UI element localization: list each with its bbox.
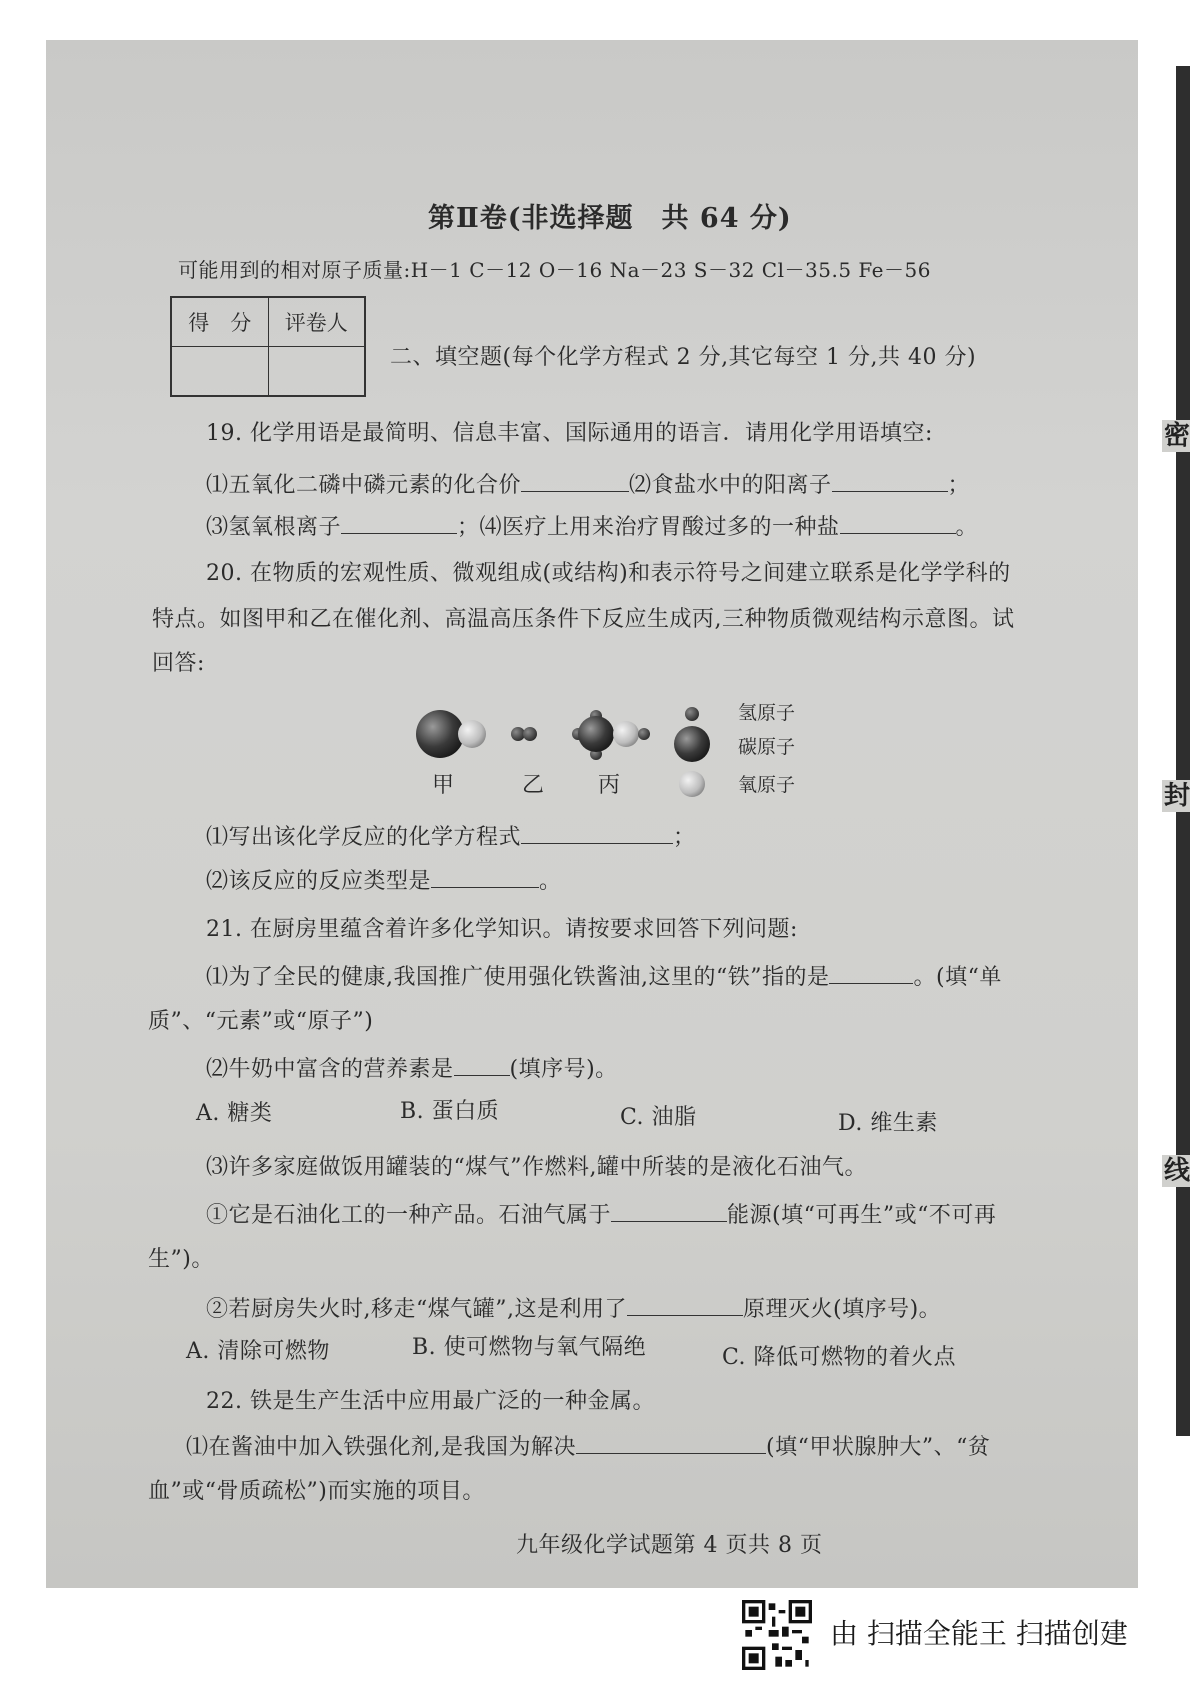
q19-line1 (206, 468, 970, 499)
legend-symbols (674, 707, 710, 797)
q20-sub2-end: 。 (539, 869, 562, 894)
q19-semicolon: ； (947, 473, 971, 498)
q19-period: 。 (955, 515, 979, 540)
score-cell (171, 347, 268, 397)
molecule-bing (572, 710, 650, 760)
legend-oxygen (679, 771, 705, 797)
q19-blank3 (341, 513, 457, 534)
legend-carbon (674, 726, 710, 762)
q21-sub2 (206, 1052, 618, 1083)
legend-oxygen-label: 氧原子 (738, 774, 796, 796)
q19-part1: ⑴五氧化二磷中磷元素的化合价 (206, 473, 522, 498)
q21-sub1-text: ⑴为了全民的健康,我国推广使用强化铁酱油,这里的“铁”指的是 (206, 965, 830, 990)
q21-fire-option-c: C. 降低可燃物的着火点 (722, 1345, 957, 1370)
q21-sub3b-text: ②若厨房失火时,移走“煤气罐”,这是利用了 (206, 1297, 627, 1322)
q21-sub3a (206, 1198, 996, 1229)
hydrogen-atom (523, 727, 537, 741)
scanner-watermark: 由 扫描全能王 扫描创建 (830, 1617, 1128, 1650)
q20-line2: 特点。如图甲和乙在催化剂、高温高压条件下反应生成丙,三种物质微观结构示意图。试 (152, 607, 1015, 632)
q22-blank1 (576, 1433, 766, 1454)
q21-sub2-end: (填序号)。 (509, 1057, 618, 1082)
q21-blank2 (454, 1055, 510, 1076)
molecule-yi (511, 727, 537, 741)
oxygen-atom (458, 720, 486, 748)
legend-hydrogen-label: 氢原子 (738, 702, 796, 724)
carbon-atom (578, 716, 614, 752)
q21-option-c: C. 油脂 (620, 1105, 697, 1130)
q21-sub3b (206, 1292, 941, 1323)
q21-sub3a-end: 能源(填“可再生”或“不可再 (727, 1203, 997, 1228)
hydrogen-atom (511, 727, 525, 741)
hydrogen-atom (638, 728, 650, 740)
q21-blank1 (829, 963, 913, 984)
legend-carbon-label: 碳原子 (738, 736, 796, 758)
atomic-masses: 可能用到的相对原子质量:H－1 C－12 O－16 Na－23 S－32 Cl－35.5 Fe－56 (178, 258, 931, 282)
carbon-atom (416, 710, 464, 758)
label-yi: 乙 (522, 773, 545, 798)
q20-blank1 (521, 823, 673, 844)
q21-option-d: D. 维生素 (838, 1111, 938, 1136)
binding-strip (1176, 66, 1190, 1436)
score-table (170, 296, 366, 397)
q22-sub1 (186, 1430, 990, 1461)
q19-blank1 (521, 471, 629, 492)
q21-fire-option-a: A. 清除可燃物 (186, 1339, 330, 1364)
side-mark-seal: 密 (1163, 421, 1190, 451)
q21-sub2-text: ⑵牛奶中富含的营养素是 (206, 1057, 454, 1082)
grader-label: 评卷人 (268, 297, 365, 347)
q21-sub1-cont: 质”、“元素”或“原子”) (148, 1009, 374, 1034)
part-heading: 二、填空题(每个化学方程式 2 分,其它每空 1 分,共 40 分) (390, 345, 977, 370)
side-mark-seal-2: 封 (1163, 781, 1190, 811)
q22-sub1-end: (填“甲状腺肿大”、“贫 (766, 1435, 991, 1460)
grader-cell (268, 347, 365, 397)
q21-blank4 (627, 1295, 743, 1316)
q20-line3: 回答: (152, 651, 205, 676)
molecule-jia (416, 710, 486, 758)
q21-blank3 (611, 1201, 727, 1222)
q21-sub3a-cont: 生”)。 (148, 1247, 214, 1272)
legend-hydrogen (685, 707, 699, 721)
q19-part3: ⑶氢氧根离子 (206, 515, 342, 540)
side-mark-line: 线 (1163, 1156, 1190, 1186)
oxygen-atom (613, 721, 639, 747)
q21-sub3: ⑶许多家庭做饭用罐装的“煤气”作燃料,罐中所装的是液化石油气。 (206, 1155, 867, 1180)
q19-line2 (206, 510, 978, 541)
q22-sub1-cont: 血”或“骨质疏松”)而实施的项目。 (148, 1479, 485, 1504)
score-label: 得 分 (171, 297, 268, 347)
qr-code-icon (742, 1600, 812, 1670)
q22-stem: 22. 铁是生产生活中应用最广泛的一种金属。 (206, 1389, 655, 1414)
q21-sub3a-text: ①它是石油化工的一种产品。石油气属于 (206, 1203, 612, 1228)
q20-sub1-text: ⑴写出该化学反应的化学方程式 (206, 825, 522, 850)
q21-option-a: A. 糖类 (196, 1101, 273, 1126)
q19-part2: ⑵食盐水中的阳离子 (629, 473, 832, 498)
q20-sub1 (206, 820, 696, 851)
q21-fire-option-b: B. 使可燃物与氧气隔绝 (412, 1335, 647, 1360)
label-bing: 丙 (598, 773, 621, 798)
label-jia: 甲 (432, 773, 455, 798)
q21-option-b: B. 蛋白质 (400, 1099, 500, 1124)
q21-sub1-end: 。(填“单 (913, 965, 1002, 990)
q19-part4: ；⑷医疗上用来治疗胃酸过多的一种盐 (457, 515, 840, 540)
q21-stem: 21. 在厨房里蕴含着许多化学知识。请按要求回答下列问题: (206, 917, 798, 942)
q20-sub2 (206, 864, 562, 895)
q19-blank4 (840, 513, 956, 534)
q20-sub1-end: ； (673, 825, 696, 850)
page-footer: 九年级化学试题第 4 页共 8 页 (516, 1533, 823, 1558)
q20-sub2-text: ⑵该反应的反应类型是 (206, 869, 432, 894)
q21-sub1 (206, 960, 1002, 991)
q19-stem: 19. 化学用语是最简明、信息丰富、国际通用的语言．请用化学用语填空: (206, 421, 933, 446)
section-title: 第Ⅱ卷(非选择题 共 64 分) (428, 203, 792, 234)
q20-blank2 (431, 867, 539, 888)
q21-sub3b-end: 原理灭火(填序号)。 (742, 1297, 942, 1322)
q22-sub1-text: ⑴在酱油中加入铁强化剂,是我国为解决 (186, 1435, 576, 1460)
q20-line1: 20. 在物质的宏观性质、微观组成(或结构)和表示符号之间建立联系是化学学科的 (206, 561, 1011, 586)
q19-blank2 (832, 471, 948, 492)
